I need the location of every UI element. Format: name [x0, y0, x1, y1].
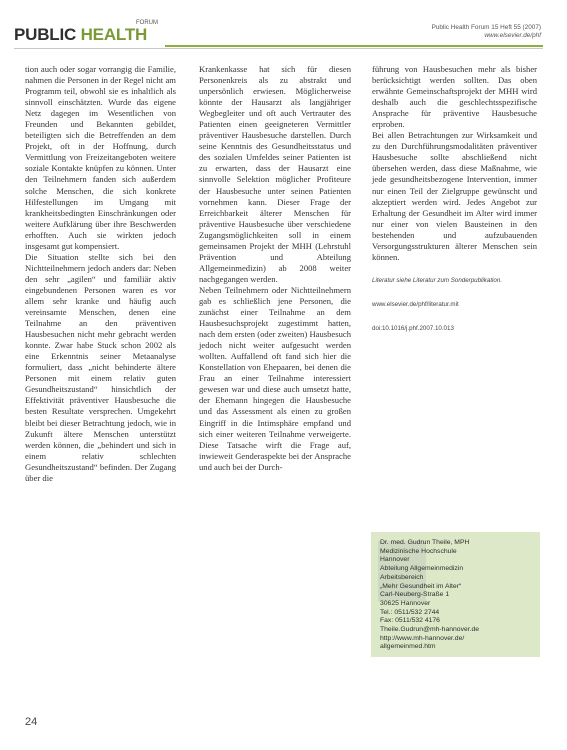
author-website-link[interactable]: http://www.mh-hannover.de/: [380, 634, 465, 642]
author-name: Dr. med. Gudrun Theile, MPH: [380, 539, 470, 546]
header-rule: [14, 48, 543, 49]
paragraph: Die Situation stellte sich bei den Nichtteilnehmern jedoch anders dar: Neben den sehr „agilen“ und familiär aktiv eingebundenen Personen waren es vor allem sehr kranke und häufig auch vereinsamte Menschen, denen eine Teilnahme an den präventiven Hausbesuchen nicht mehr gebracht werden konnte. Zwar habe Stuck schon 2002 als eine Erkenntnis seiner Metaanalyse formuliert, dass „nicht behinderte ältere Personen mit einem relativ guten Gesundheitszustand“ hinsichtlich der Effektivität präventiver Hausbesuche die besten Resultate versprechen. Umgekehrt bleibt bei dieser Betrachtung jedoch, wie in Zukunft ältere Menschen unterstützt werden können, die „behindert und sich in einem relativ schlechten Gesundheitszustand“ befinden. Der Zugang über die: [25, 251, 176, 483]
logo-wordmark: [14, 26, 147, 44]
journal-reference: [432, 24, 541, 40]
logo-forum-label: FORUM: [136, 20, 158, 26]
logo-wordmark-part-a: PUBLIC: [14, 25, 81, 44]
author-postcode: 30625 Hannover: [380, 599, 431, 607]
text-column-2: [199, 64, 351, 473]
paragraph: Krankenkasse hat sich für diesen Personenkreis als zu abstrakt und unpersönlich erwiesen. Möglicherweise könnte der Hausarzt als langjähriger Wegbegleiter und oft auch Vertrauter des Patienten einen geeigneteren Vermittler präventiver Hausbesuche darstellen. Durch seine Kenntnis des Gesundheitsstatus und des sozialen Umfeldes seiner Patienten ist zu erwarten, dass der Hausarzt eine sinnvolle Selektion möglicher Profiteure der Hausbesuche unter seinen Patienten vornehmen kann. Dieser Frage der Erreichbarkeit älterer Menschen für präventive Hausbesuche über verschiedene Zugangsmöglichkeiten soll in einem gemeinsamen Projekt der MHH (Lehrstuhl Prävention und Abteilung Allgemeinmedizin) ab 2008 weiter nachgegangen werden.: [199, 64, 351, 284]
journal-line: Public Health Forum 15 Heft 55 (2007): [431, 24, 541, 31]
page-number: 24: [25, 716, 38, 728]
journal-subline: www.elsevier.de/phf: [484, 32, 541, 39]
author-city: Hannover: [380, 556, 410, 564]
author-project: „Mehr Gesundheit im Alter“: [380, 582, 462, 590]
logo-wordmark-part-b: HEALTH: [80, 25, 148, 44]
author-fax: Fax: 0511/532 4176: [380, 617, 440, 625]
author-contact-box: [371, 532, 540, 657]
author-department: Abteilung Allgemeinmedizin: [380, 565, 464, 573]
author-phone: Tel.: 0511/532 2744: [380, 608, 440, 616]
author-unit: Arbeitsbereich: [380, 573, 424, 581]
paragraph: Bei allen Betrachtungen zur Wirksamkeit und zu den Durchführungsmodalitäten präventiver Hausbesuche sollte abschließend nicht übersehen werden, dass diese Maßnahme, wie jede gesundheitsbezogene Intervention, immer nur einen Teil der Zielgruppe gewünscht und akzeptiert werden wird. Jedes Angebot zur Erhaltung der Gesundheit im Alter wird immer nur einer von vielen Bausteinen in den bestehenden und aufzubauenden Versorgungsstrukturen älterer Menschen sein können.: [372, 130, 537, 262]
author-street: Carl-Neuberg-Straße 1: [380, 591, 450, 599]
paragraph: führung von Hausbesuchen mehr als bisher berücksichtigt werden sollten. Das oben erwähnte Gemeinschaftsprojekt der MHH wird deshalb auch die geschlechtsspezifische Ansprache für präventive Hausbesuche erproben.: [372, 64, 537, 130]
doi-reference: doi:10.1016/j.phf.2007.10.013: [372, 324, 454, 332]
literature-note: Literatur siehe Literatur zum Sonderpublikation.: [372, 276, 503, 284]
author-institution: Medizinische Hochschule: [380, 547, 457, 555]
author-contact-text: [380, 539, 536, 652]
text-column-1: [25, 64, 176, 484]
author-email-link[interactable]: Theile.Gudrun@mh-hannover.de: [380, 626, 480, 634]
public-health-forum-logo: [14, 20, 160, 44]
paragraph: Neben Teilnehmern oder Nichtteilnehmern gab es schließlich jene Personen, die zunächst einer Teilnahme an dem Hausbesuchsprojekt zugestimmt hatten, nach dem ersten (oder zweiten) Hausbesuch jedoch nicht weiter aufgesucht werden wollten. Auffallend oft fand sich hier die Konstellation von Ehepaaren, bei denen die Frau an einer Teilnahme interessiert gewesen war und diese auch umsetzt hatte, der Ehemann hingegen die Hausbesuche und das Assessment als einen zu großen Eingriff in die Intimsphäre empfand und sich einer weiteren Teilnahme verweigerte. Diese Tatsache wirft die Frage auf, inwieweit Genderaspekte bei der Ansprache und auch bei der Durch-: [199, 284, 351, 472]
text-column-3: [372, 64, 537, 333]
author-website-link-cont[interactable]: allgemeinmed.htm: [380, 643, 436, 651]
header-rule-accent: [165, 45, 543, 47]
paragraph: tion auch oder sogar vorrangig die Familie, nahmen die Personen in der Regel nicht am Programm teil, obwohl sie es inhaltlich als sinnvoll einschätzten. Wurde das eigene Netz dagegen im Wesentlichen von Freunden und Bekannten gebildet, beteiligten sich die Betreffenden an dem Projekt, oft in der Hoffnung, durch Vermittlung von Freizeitangeboten weitere soziale Kontakte knüpfen zu können. Unter den Teilnehmern fanden sich außerdem solche Menschen, die sich konkrete Hilfestellungen im Umgang mit krankheitsbedingten Einschränkungen oder weitere Aufklärung über ihre Beschwerden erhofften. Auch sie wirkten jedoch insgesamt gut kompensiert.: [25, 64, 176, 251]
literature-link[interactable]: www.elsevier.de/phf/literatur.mit: [372, 300, 459, 308]
